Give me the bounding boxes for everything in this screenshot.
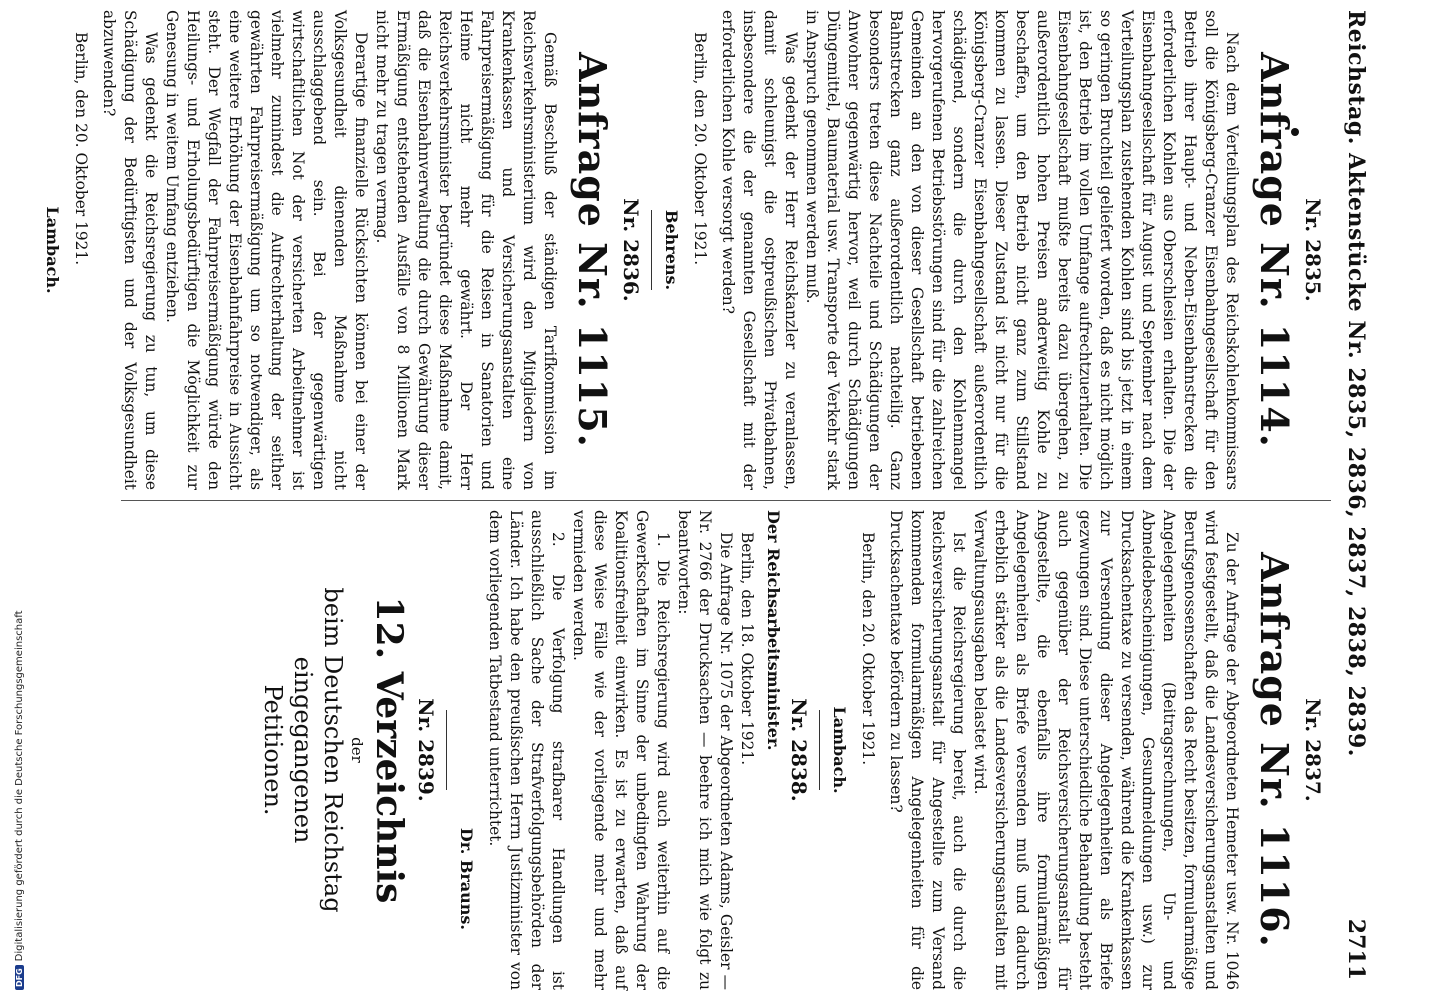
section-divider	[651, 210, 652, 290]
section-2837	[830, 510, 1325, 990]
paragraph: Gemäß Beschluß der ständigen Tarifkommission im Reichsverkehrsministerium wird den Mitgliedern von Krankenkassen und Versicherungsanstalten eine Fahrpreisermäßigung für die Reisen in Sanatorien und Heime nicht mehr gewährt. Der Herr Reichsverkehrsminister begründet diese Maßnahme damit, daß die Eisenbahnverwaltung die durch Gewährung dieser Ermäßigung entstehenden Ausfälle von 8 Millionen Mark nicht mehr zu tragen vermag.	[373, 10, 559, 490]
document-page	[43, 10, 1375, 990]
date-line: Berlin, den 20. Oktober 1921.	[691, 32, 709, 266]
section-divider	[819, 710, 820, 790]
signature: Lambach.	[43, 206, 62, 294]
right-column	[258, 510, 1331, 990]
paragraph: Was gedenkt die Reichsregierung zu tun, um diese Schädigung der Bedürftigsten und der Volksgesundheit abzuwenden?	[100, 10, 160, 490]
date-line: Berlin, den 20. Oktober 1921.	[859, 532, 877, 766]
heading-line: Petitionen.	[259, 684, 287, 816]
page-header	[1339, 10, 1375, 990]
signature: Lambach.	[830, 706, 849, 794]
paragraph: Was gedenkt der Herr Reichskanzler zu veranlassen, damit schleunigst die ostpreußischen Privatbahnen, insbesondere die der genannten Gesellschaft mit der erforderlichen Kohle versorgt werden?	[719, 10, 800, 490]
dfg-logo-icon: DFG	[15, 965, 24, 990]
section-title: Anfrage Nr. 1116.	[1252, 552, 1297, 948]
heading-line: beim Deutschen Reichstag eingegangenen	[289, 587, 347, 913]
heading-connector: der	[348, 737, 366, 763]
funding-text: Digitalisierung gefördert durch die Deutsche Forschungsgemeinschaft	[14, 610, 25, 962]
paragraph: Zu der Anfrage der Abgeordneten Hemeter usw. Nr. 1046 wird festgestellt, daß die Landesversicherungsanstalten und Berufsgenossenschaften das Recht besitzen, formularmäßige Angelegenheiten (Beitragsrechnungen, Un- und Abmeldebescheinigungen, Gesundmeldungen usw.) zur Drucksachentaxe zu versenden, während die Krankenkassen zur Versendung dieser Angelegenheiten als Briefe gezwungen sind. Diese unterschiedliche Behandlung besteht auch gegenüber der Reichsversicherungsanstalt für Angestellte, die ebenfalls ihre formularmäßigen Angelegenheiten als Briefe versenden muß und dadurch erheblich stärker als die Landesversicherungsanstalten mit Verwaltungsausgaben belastet wird.	[971, 510, 1241, 990]
funding-notice	[14, 600, 25, 990]
paragraph: Derartige finanzielle Rücksichten können bei einer der Volksgesundheit dienenden Maßnahme nicht ausschlaggebend sein. Bei der gegenwärtigen wirtschaftlichen Not der versicherten Arbeitnehmer ist vielmehr zumindest die Aufrechterhaltung der seither gewährten Fahrpreisermäßigung um so notwendiger, als eine weitere Erhöhung der Eisenbahnfahrpreise in Aussicht steht. Der Wegfall der Fahrpreisermäßigung würde den Heilungs- und Erholungsbedürftigen die Möglichkeit zur Genesung in weitem Umfang entziehen.	[163, 10, 370, 490]
section-2835	[662, 10, 1325, 490]
header-title: Reichstag. Aktenstücke Nr. 2835, 2836, 2837, 2838, 2839.	[1343, 10, 1369, 757]
section-number: Nr. 2839.	[414, 698, 438, 802]
date-line: Berlin, den 18. Oktober 1921.	[738, 532, 756, 766]
section-heading: 12. Verzeichnis	[368, 596, 410, 904]
left-column	[33, 10, 1331, 490]
section-2838	[457, 510, 811, 990]
section-2839	[258, 510, 438, 990]
column-divider	[121, 500, 1331, 501]
section-2836	[43, 10, 643, 490]
section-number: Nr. 2835.	[1301, 198, 1325, 302]
section-title: Anfrage Nr. 1115.	[570, 52, 615, 448]
section-number: Nr. 2836.	[619, 198, 643, 302]
section-title: Anfrage Nr. 1114.	[1252, 52, 1297, 448]
signature: Behrens.	[662, 209, 681, 291]
paragraph: 1. Die Reichsregierung wird auch weiterhin auf die Gewerkschaften im Sinne der unbedingten Wahrung der Koalitionsfreiheit einwirken. Es ist zu erwarten, daß auf diese Weise Fälle wie der vorliegende mehr und mehr vermieden werden.	[570, 510, 672, 990]
paragraph: Die Anfrage Nr. 1075 der Abgeordneten Adams, Geisler — Nr. 2766 der Drucksachen — beehre ich mich wie folgt zu beantworten:	[675, 510, 735, 990]
date-line: Berlin, den 20. Oktober 1921.	[72, 32, 90, 266]
paragraph: 2. Die Verfolgung strafbarer Handlungen ist ausschließlich Sache der Strafverfolgungsbehörden der Länder. Ich habe den preußischen Herrn Justizminister von dem vorliegenden Tatbestand unterrichtet.	[486, 510, 567, 990]
section-number: Nr. 2837.	[1301, 698, 1325, 802]
signature: Dr. Brauns.	[457, 827, 476, 930]
paragraph: Nach dem Verteilungsplan des Reichskohlenkommissars soll die Königsberg-Cranzer Eisenbahngesellschaft für den Betrieb ihrer Haupt- und Neben-Eisenbahnstrecken die erforderlichen Kohlen aus Oberschlesien erhalten. Die der Eisenbahngesellschaft für August und September nach dem Verteilungsplan zustehenden Kohlen sind bis jetzt in einem so geringen Bruchteil geliefert worden, daß es nicht möglich ist, den Betrieb im vollen Umfange aufrechtzuerhalten. Die Eisenbahngesellschaft mußte bereits dazu übergehen, zu außerordentlich hohen Preisen anderweitig Kohle zu beschaffen, um den Betrieb nicht ganz zum Stillstand kommen zu lassen. Dieser Zustand ist nicht nur für die Königsberg-Cranzer Eisenbahngesellschaft außerordentlich schädigend, sondern die durch den Kohlenmangel hervorgerufenen Betriebsstörungen sind für die zahlreichen Gemeinden an den von dieser Gesellschaft betriebenen Bahnstrecken ganz außerordentlich nachteilig. Ganz besonders treten diese Nachteile und Schädigungen der Anwohner gegenwärtig hervor, weil durch Schädigungen Düngemittel, Baumaterial usw. Transporte der Verkehr stark in Anspruch genommen werden muß.	[803, 10, 1241, 490]
page-number: 2711	[1343, 918, 1369, 980]
section-divider	[446, 710, 447, 790]
section-number: Nr. 2838.	[787, 698, 811, 802]
ministry-name: Der Reichsarbeitsminister.	[764, 510, 783, 751]
paragraph: Ist die Reichsregierung bereit, auch die durch die Reichsversicherungsanstalt für Angestellte zum Versand kommenden formularmäßigen Angelegenheiten für die Drucksachentaxe befördern zu lassen?	[887, 510, 968, 990]
